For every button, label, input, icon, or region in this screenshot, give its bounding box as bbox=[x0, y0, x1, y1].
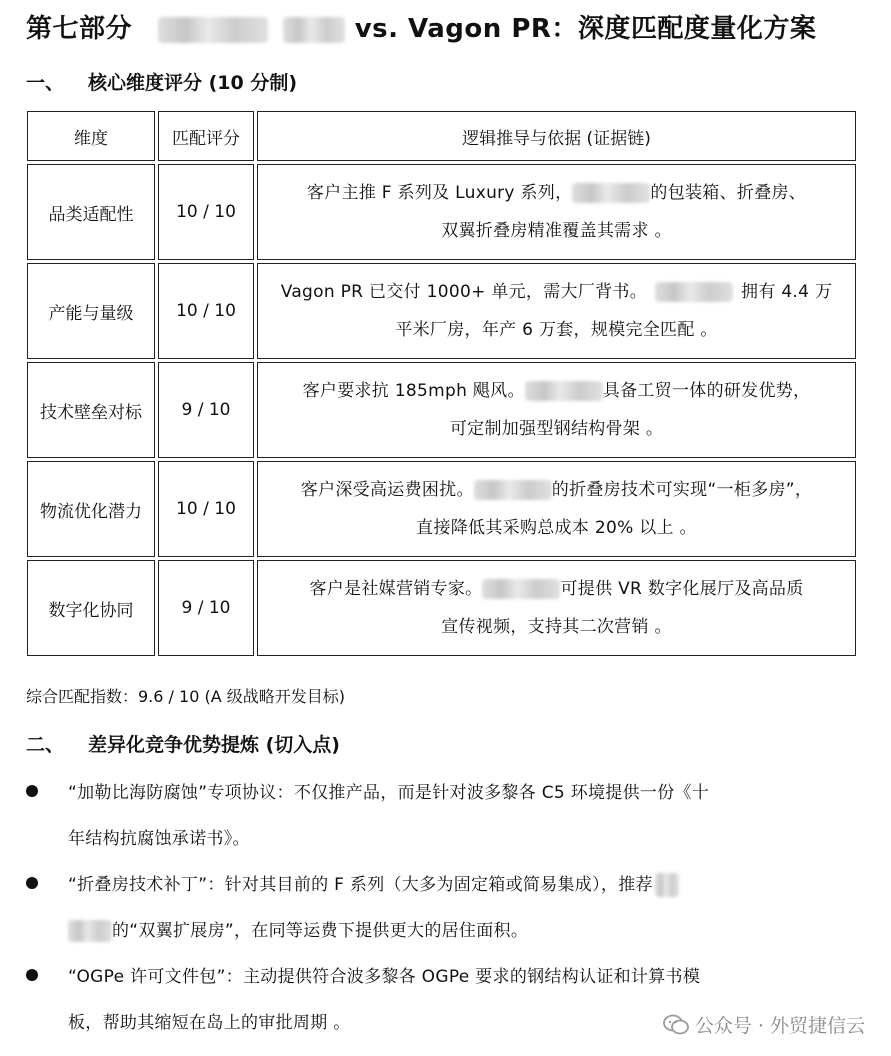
page-title bbox=[26, 8, 816, 45]
evidence-text-before: Vagon PR 已交付 1000+ 单元，需大厂背书。 bbox=[280, 282, 648, 302]
bullet-line2: 板，帮助其缩短在岛上的审批周期 。 bbox=[68, 1013, 351, 1033]
evidence-line2: 双翼折叠房精准覆盖其需求 。 bbox=[441, 221, 672, 241]
evidence-cell bbox=[257, 461, 856, 557]
evidence-line2: 平米厂房，年产 6 万套，规模完全匹配 。 bbox=[395, 320, 718, 340]
evidence-text-before: 客户主推 F 系列及 Luxury 系列， bbox=[306, 183, 573, 203]
title-prefix: 第七部分 bbox=[26, 14, 133, 44]
section-title: 差异化竞争优势提炼 (切入点) bbox=[88, 734, 340, 756]
bullet-line2 bbox=[68, 908, 861, 954]
bullet-line1-text: “折叠房技术补丁”：针对其目前的 F 系列（大多为固定箱或简易集成），推荐 bbox=[68, 875, 653, 895]
section-number: 一、 bbox=[26, 72, 65, 94]
title-suffix: vs. Vagon PR：深度匹配度量化方案 bbox=[354, 14, 817, 44]
redacted-name bbox=[655, 873, 679, 897]
redacted-name bbox=[655, 282, 733, 302]
evidence-text-after: 可提供 VR 数字化展厅及高品质 bbox=[560, 579, 804, 599]
evidence-text-after: 具备工贸一体的研发优势， bbox=[602, 381, 811, 401]
dimension-cell: 技术壁垒对标 bbox=[27, 362, 155, 458]
watermark bbox=[663, 1011, 865, 1038]
evidence-cell bbox=[257, 362, 856, 458]
bullet-dot-icon bbox=[26, 785, 38, 797]
evidence-cell bbox=[257, 560, 856, 656]
list-item bbox=[26, 862, 861, 954]
redacted-company-name bbox=[158, 17, 268, 43]
section-heading-1 bbox=[26, 68, 297, 95]
score-cell: 10 / 10 bbox=[158, 263, 254, 359]
redacted-name bbox=[482, 579, 560, 599]
evidence-line2: 可定制加强型钢结构骨架 。 bbox=[449, 419, 664, 439]
list-item bbox=[26, 770, 861, 862]
evidence-text-after: 拥有 4.4 万 bbox=[741, 282, 833, 302]
watermark-text: 公众号 · 外贸捷信云 bbox=[694, 1015, 865, 1037]
dimension-cell: 数字化协同 bbox=[27, 560, 155, 656]
table-row bbox=[27, 164, 856, 260]
evidence-text-before: 客户深受高运费困扰。 bbox=[300, 480, 474, 500]
dimension-cell: 产能与量级 bbox=[27, 263, 155, 359]
section-number: 二、 bbox=[26, 734, 65, 756]
evidence-text-after: 的包装箱、折叠房、 bbox=[650, 183, 807, 203]
dimension-cell: 物流优化潜力 bbox=[27, 461, 155, 557]
score-cell: 9 / 10 bbox=[158, 560, 254, 656]
table-row bbox=[27, 362, 856, 458]
redacted-name bbox=[525, 381, 603, 401]
evidence-text-before: 客户要求抗 185mph 飓风。 bbox=[302, 381, 525, 401]
evidence-cell bbox=[257, 164, 856, 260]
score-cell: 10 / 10 bbox=[158, 164, 254, 260]
section-heading-2 bbox=[26, 730, 340, 757]
evidence-text-after: 的折叠房技术可实现“一柜多房”， bbox=[551, 480, 813, 500]
bullet-line1: “OGPe 许可文件包”：主动提供符合波多黎各 OGPe 要求的钢结构认证和计算书模 bbox=[68, 967, 701, 987]
score-cell: 9 / 10 bbox=[158, 362, 254, 458]
table-row bbox=[27, 560, 856, 656]
table-row bbox=[27, 461, 856, 557]
table-row bbox=[27, 263, 856, 359]
evidence-line2: 宣传视频，支持其二次营销 。 bbox=[441, 617, 672, 637]
evidence-cell bbox=[257, 263, 856, 359]
bullet-line2: 年结构抗腐蚀承诺书》。 bbox=[68, 829, 250, 849]
redacted-name bbox=[474, 480, 552, 500]
bullet-line2-text: 的“双翼扩展房”，在同等运费下提供更大的居住面积。 bbox=[112, 921, 529, 941]
dimension-cell: 品类适配性 bbox=[27, 164, 155, 260]
bullet-line1 bbox=[68, 862, 861, 908]
redacted-name bbox=[68, 920, 112, 942]
bullet-line1: “加勒比海防腐蚀”专项协议：不仅推产品，而是针对波多黎各 C5 环境提供一份《十 bbox=[68, 783, 710, 803]
wechat-logo-icon bbox=[663, 1014, 689, 1036]
bullet-dot-icon bbox=[26, 969, 38, 981]
redacted-name bbox=[572, 183, 650, 203]
score-cell: 10 / 10 bbox=[158, 461, 254, 557]
evidence-text-before: 客户是社媒营销专家。 bbox=[309, 579, 483, 599]
header-evidence: 逻辑推导与依据 (证据链) bbox=[257, 111, 856, 161]
header-score: 匹配评分 bbox=[158, 111, 254, 161]
score-table bbox=[24, 108, 859, 659]
evidence-line2: 直接降低其采购总成本 20% 以上 。 bbox=[416, 518, 697, 538]
bullet-list bbox=[26, 770, 861, 1046]
redacted-company-name-2 bbox=[283, 17, 345, 43]
bullet-dot-icon bbox=[26, 877, 38, 889]
header-dimension: 维度 bbox=[27, 111, 155, 161]
summary-score: 综合匹配指数：9.6 / 10 (A 级战略开发目标) bbox=[26, 687, 345, 706]
table-header-row bbox=[27, 111, 856, 161]
section-title: 核心维度评分 (10 分制) bbox=[88, 72, 298, 94]
